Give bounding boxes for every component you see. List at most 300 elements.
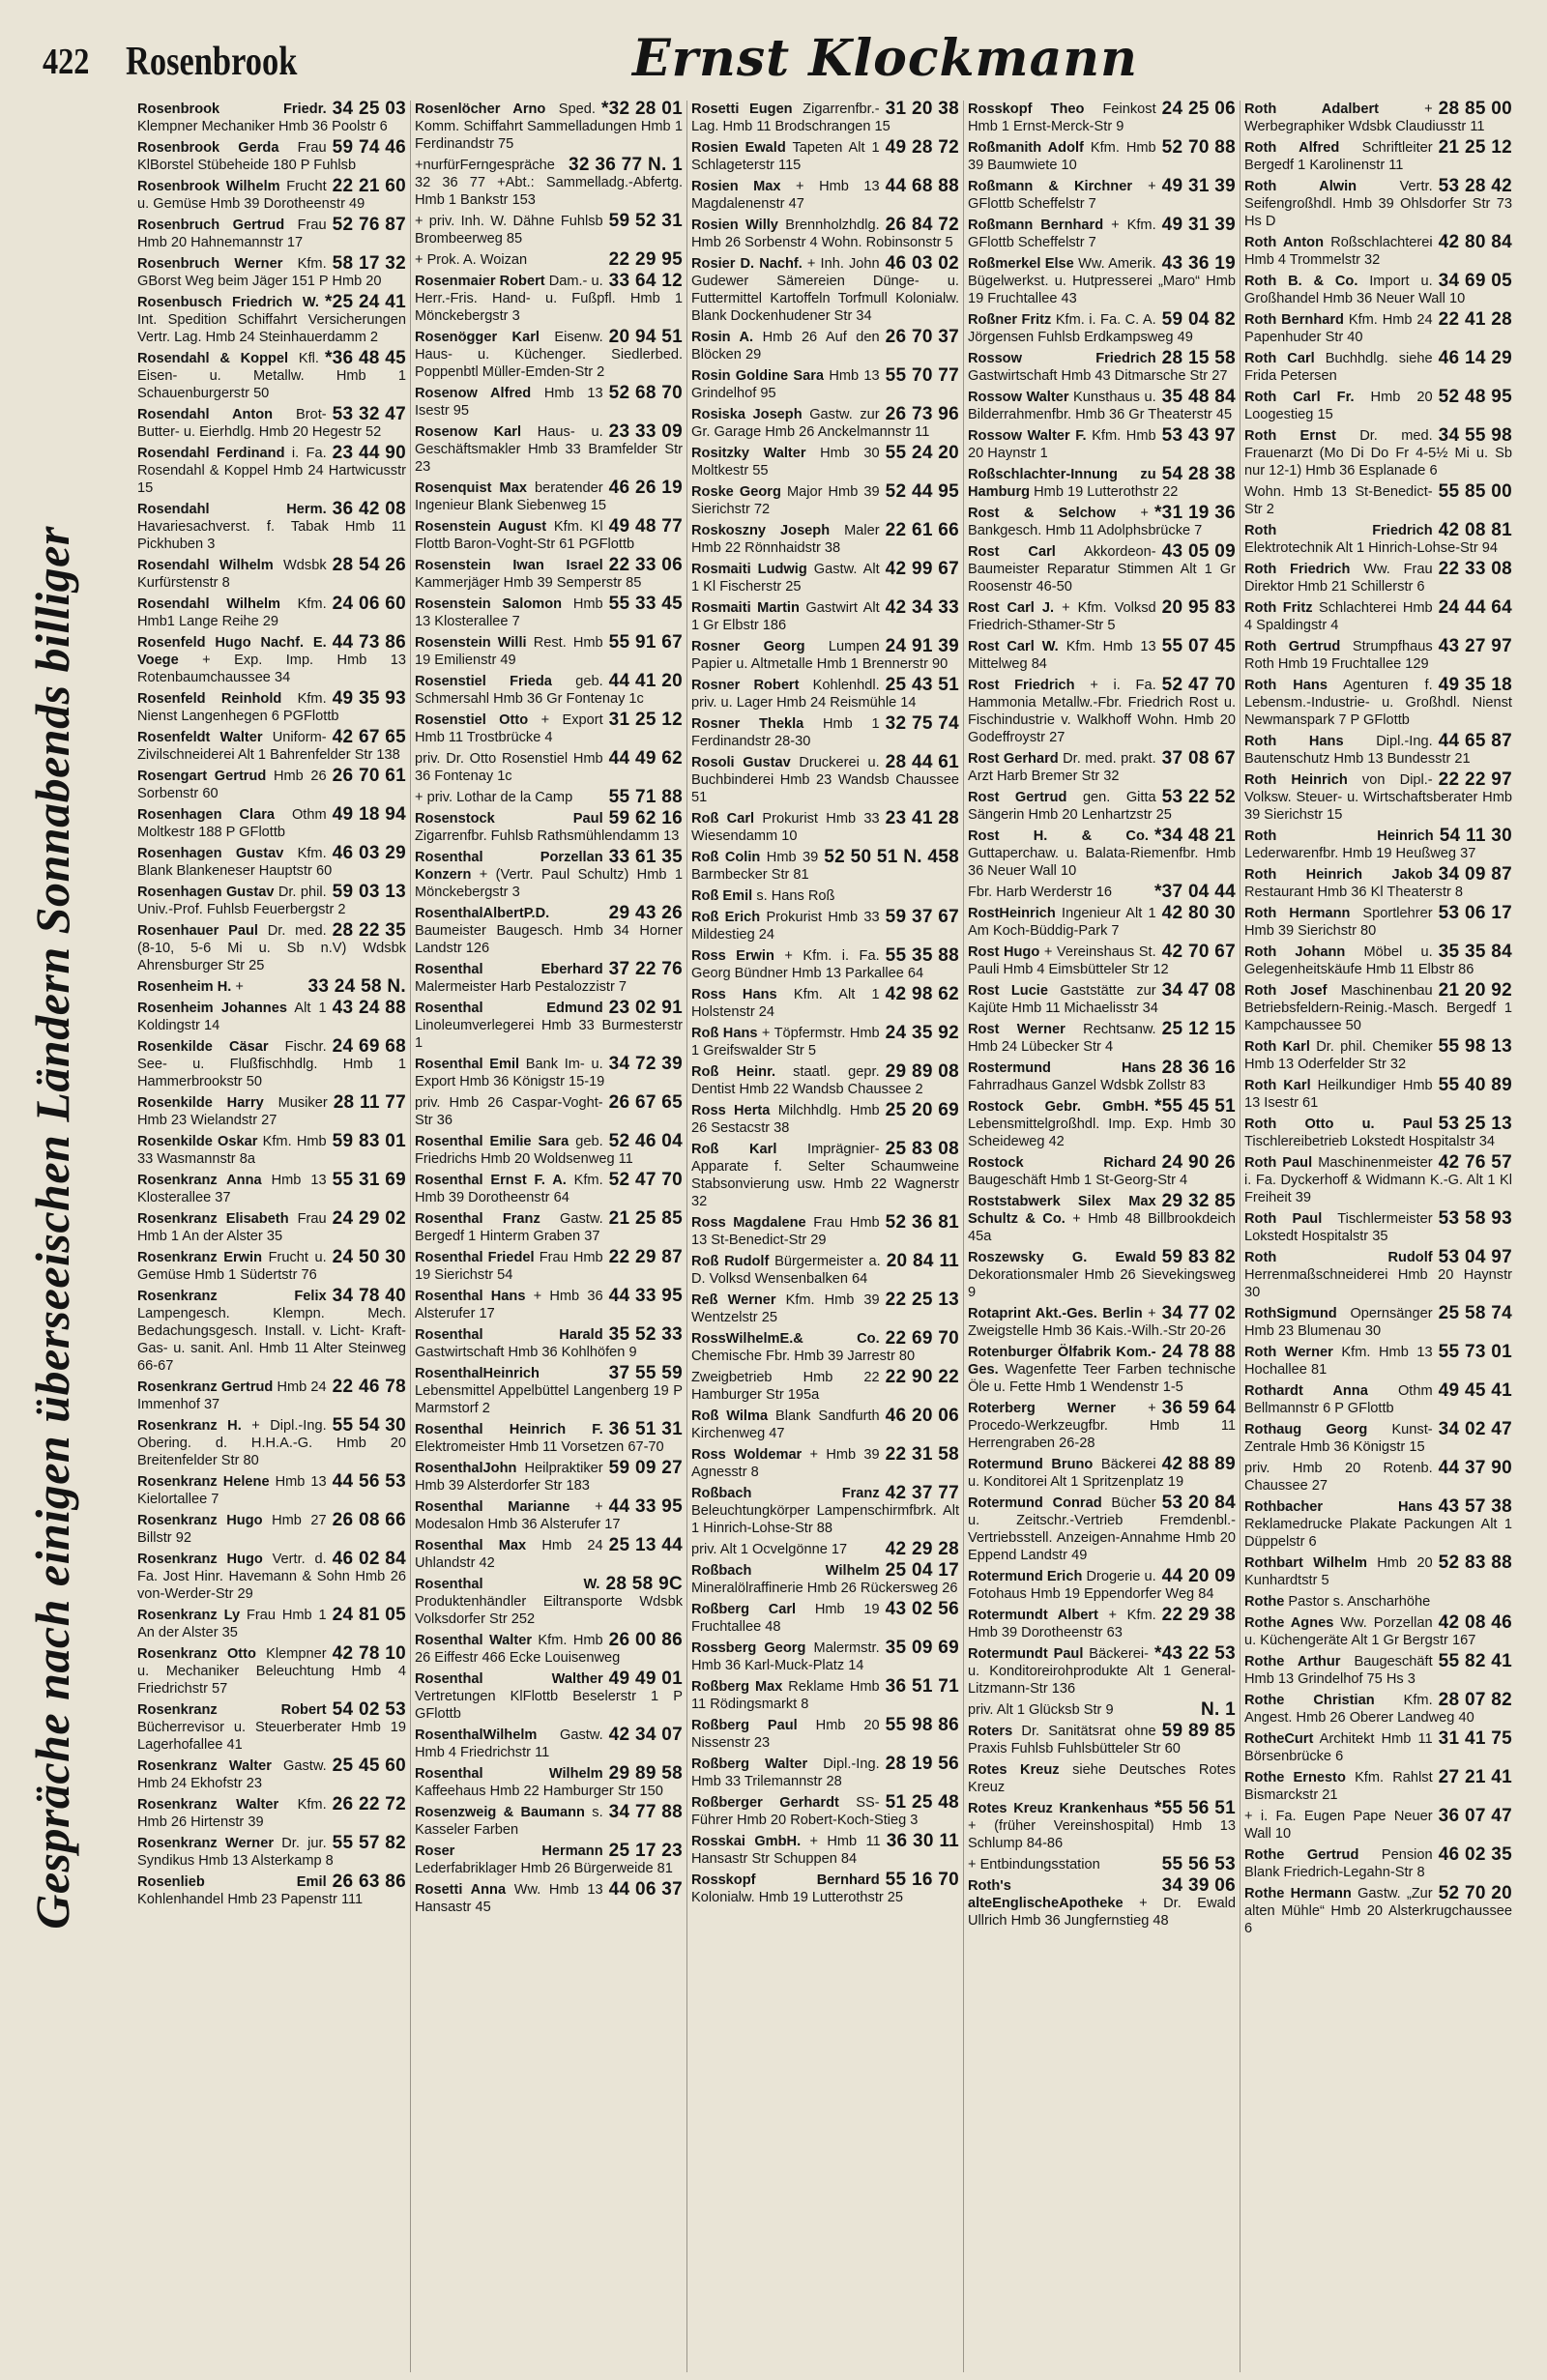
entry-details: Kfm. Hmb 20 Haynstr 1 [968,428,1156,461]
entry-name: Roth Fritz [1244,600,1313,616]
phone-number: 37 22 76 [608,959,683,979]
directory-entry [1244,638,1512,673]
directory-entry [1244,1210,1512,1245]
entry-details: Import u. Großhandel Hmb 36 Neuer Wall 10 [1244,274,1466,306]
entry-name: Ross Magdalene [691,1215,806,1231]
entry-details: SS-Führer Hmb 20 Robert-Koch-Stieg 3 [691,1795,919,1828]
entry-details: Lederfabriklager Hmb 26 Bürgerweide 81 [415,1861,673,1876]
phone-number: 28 07 82 [1438,1690,1512,1710]
entry-details: Restaurant Hmb 36 Kl Theaterstr 8 [1244,885,1464,900]
entry-details: Fahrradhaus Ganzel Wdsbk Zollstr 83 [968,1078,1206,1093]
entry-name: Roß Hans [691,1026,758,1041]
phone-number: 28 36 16 [1161,1058,1236,1078]
entry-name: Roßberg Walter [691,1756,808,1772]
entry-name: Ross Herta [691,1103,771,1118]
entry-name: Rosenkranz Gertrud [137,1379,274,1395]
entry-name: Rosenthal Franz [415,1211,540,1227]
phone-number: 59 89 85 [1161,1721,1236,1741]
phone-number: 22 29 38 [1161,1605,1236,1625]
entry-details: + Dr. Ewald Ullrich Hmb 36 Jungfernstieg 48 [968,1896,1236,1929]
entry-name: Roth Heinrich Jakob [1244,867,1433,883]
phone-number: 49 35 93 [332,688,406,709]
phone-number: 37 55 59 [608,1363,683,1383]
directory-entry [691,1872,959,1906]
directory-entry [137,595,406,630]
entry-name: Rosin Goldine Sara [691,368,825,384]
entry-name: Rosenthal Harald [415,1327,603,1343]
directory-entry [968,1495,1236,1564]
entry-name: Roßbach Franz [691,1486,880,1501]
entry-details: Ww. Porzellan u. Küchengeräte Alt 1 Gr Bergstr 167 [1244,1615,1476,1648]
entry-name: Roth Otto u. Paul [1244,1117,1433,1132]
directory-entry [968,1856,1236,1873]
directory-entry [137,845,406,880]
phone-number: *55 56 51 [1153,1798,1236,1818]
phone-number: 34 02 47 [1438,1419,1512,1439]
entry-details: Gastwirt Alt 1 Gr Elbstr 186 [691,600,880,633]
entry-name: Rostermund Hans [968,1060,1156,1076]
entry-details: Zigarrenfbr.-Lag. Hmb 11 Brodschrangen 15 [691,102,890,134]
entry-name: Rosenhagen Gustav [137,846,284,861]
directory-entry [1244,1846,1512,1881]
directory-entry [968,1877,1236,1930]
directory-entry [137,350,406,402]
entry-name: Rosenthal Max [415,1538,527,1553]
entry-name: Roth Adalbert [1244,102,1379,117]
directory-entry [137,1607,406,1641]
phone-number: 53 32 47 [332,404,406,424]
entry-details: Frau Hmb 1 An der Alster 35 [137,1608,327,1640]
directory-entry [691,255,959,325]
directory-entry [415,905,683,957]
entry-name: Rosenthal Emilie Sara [415,1134,569,1149]
directory-entry [137,690,406,725]
directory-entry [968,1723,1236,1757]
entry-details: Hmb 20 Nissenstr 23 [691,1718,880,1751]
directory-entry [415,673,683,708]
entry-details: Kfm. Hmb 26 Eiffestr 466 Ecke Louisenweg [415,1633,621,1666]
phone-number: 34 25 03 [332,101,406,119]
entry-name: Roststabwerk Silex Max Schultz & Co. [968,1194,1156,1227]
directory-entry [137,1835,406,1870]
entry-name: Rosenthal Emil [415,1057,520,1072]
directory-entry [415,1365,683,1417]
phone-number: 35 48 84 [1161,387,1236,407]
entry-name: Rosenstiel Frieda [415,674,552,689]
phone-number: 54 02 53 [332,1699,406,1720]
entry-name: Rossow Walter F. [968,428,1087,444]
phone-number: 55 56 53 [1161,1854,1236,1874]
entry-name: Rosenhauer Paul [137,923,258,939]
directory-entry [1244,771,1512,824]
directory-entry [415,1000,683,1052]
directory-entry [1244,1593,1512,1611]
directory-entry [137,1210,406,1245]
entry-details: Prokurist Hmb 33 Mildestieg 24 [691,910,880,943]
phone-number: 53 22 52 [1161,787,1236,807]
entry-details: Ingenieur Alt 1 Am Koch-Büddig-Park 7 [968,906,1156,939]
entry-details: + priv. Lothar de la Camp [415,790,573,805]
entry-name: Roßmerkel Else [968,256,1074,272]
phone-number: *55 45 51 [1153,1096,1236,1117]
directory-entry [415,750,683,785]
directory-entry [137,1873,406,1908]
directory-entry [968,1098,1236,1150]
phone-number: 22 22 97 [1438,769,1512,790]
directory-entry [415,1172,683,1206]
entry-name: Roth Werner [1244,1345,1333,1360]
entry-details: Kfm. Hmb 26 Hirtenstr 39 [137,1797,327,1830]
entry-details: + Export Hmb 11 Trostbrücke 4 [415,712,603,745]
phone-number: 46 26 19 [608,478,683,498]
entry-name: Rosendahl Wilhelm [137,558,274,573]
directory-entry [691,638,959,673]
directory-entry [691,1253,959,1288]
phone-number: 59 52 31 [608,211,683,231]
entry-name: Rosendahl & Koppel [137,351,289,366]
entry-details: Tischlermeister Lokstedt Hospitalstr 35 [1244,1211,1433,1244]
entry-name: Reß Werner [691,1292,776,1308]
directory-entry [968,1305,1236,1340]
phone-number: 29 89 58 [608,1763,683,1784]
directory-entry [1244,1421,1512,1456]
directory-entry [137,1288,406,1375]
entry-details: i. Fa. Rosendahl & Koppel Hmb 24 Hartwicusstr 15 [137,446,406,496]
entry-details: Kfm. Alt 1 Holstenstr 24 [691,987,880,1020]
directory-entry [415,961,683,996]
entry-details: Kammerjäger Hmb 39 Semperstr 85 [415,575,642,591]
directory-entry [968,1645,1236,1698]
page-number: 422 [43,42,90,82]
entry-name: Roth Karl [1244,1078,1311,1093]
entry-name: Rosner Thekla [691,716,804,732]
directory-entry [415,1460,683,1495]
entry-details: Gastw. Alt 1 Kl Fischerstr 25 [691,562,880,595]
phone-number: 23 02 91 [608,998,683,1018]
phone-number: 42 88 89 [1161,1454,1236,1474]
phone-number: 55 31 69 [332,1170,406,1190]
entry-name: Rosenthal Walter [415,1633,533,1648]
directory-entry [691,1292,959,1326]
entry-details: + Werbegraphiker Wdsbk Claudiusstr 11 [1244,102,1485,134]
phone-number: 36 59 64 [1161,1398,1236,1418]
entry-name: Rosendahl Ferdinand [137,446,285,461]
entry-details: Chemische Fbr. Hmb 39 Jarrestr 80 [691,1349,916,1364]
phone-number: 55 33 45 [608,594,683,614]
entry-name: Rosenkranz Helene [137,1474,270,1490]
entry-details: Produktenhändler Eiltransporte Wdsbk Volksdorfer Str 252 [415,1594,683,1627]
directory-entry [1244,311,1512,346]
directory-entry [415,1249,683,1284]
entry-details: Vertr. Seifengroßhdl. Hmb 39 Ohlsdorfer Str 73 Hs D [1244,179,1512,229]
phone-number: 28 44 61 [885,752,959,772]
entry-name: Rosenkilde Oskar [137,1134,258,1149]
phone-number: 52 68 70 [608,383,683,403]
directory-entry [968,827,1236,880]
phone-number: 52 70 88 [1161,137,1236,158]
phone-number: 24 44 64 [1438,597,1512,618]
entry-name: Rosskopf Bernhard [691,1872,880,1888]
directory-entry [137,1551,406,1603]
phone-number: 22 90 22 [885,1367,959,1387]
phone-number: 20 95 83 [1161,597,1236,618]
entry-name: Roßberg Max [691,1679,783,1695]
entry-details: Kolonialw. Hmb 19 Lutterothstr 25 [691,1890,904,1905]
directory-entry [1244,1249,1512,1301]
directory-entry [137,1417,406,1469]
entry-details: Frucht u. Gemüse Hmb 39 Dorotheenstr 49 [137,179,365,212]
directory-entry [1244,1692,1512,1727]
entry-details: Sportlehrer Hmb 39 Sierichstr 80 [1244,906,1433,939]
phone-number: 22 31 58 [885,1444,959,1465]
phone-number: 23 44 90 [332,443,406,463]
entry-details: Hmb 39 Barmbecker Str 81 [691,850,819,883]
directory-entry [1244,1344,1512,1379]
entry-details: priv. Alt 1 Ocvelgönne 17 [691,1542,848,1557]
entry-name: Roth B. & Co. [1244,274,1358,289]
phone-number: *31 19 36 [1153,503,1236,523]
directory-entry [1244,1769,1512,1804]
entry-name: Rotermund Bruno [968,1457,1094,1472]
entry-name: Roser Hermann [415,1843,603,1859]
directory-entry [968,1193,1236,1245]
entry-name: Rosenkranz Hugo [137,1552,263,1567]
phone-number: 53 06 17 [1438,903,1512,923]
directory-entry [968,905,1236,940]
entry-details: + Vereinshaus St. Pauli Hmb 4 Eimsbütteler Str 12 [968,944,1169,977]
directory-entry [137,445,406,497]
phone-number: 53 58 93 [1438,1208,1512,1229]
entry-name: Roß Rudolf [691,1254,770,1269]
entry-name: Roskoszny Joseph [691,523,831,538]
entry-details: + Inh. John Gudewer Sämereien Dünge- u. Futtermittel Kartoffeln Torfmull Kolonialw. Blank Dockenhudener Str 34 [691,256,959,324]
entry-details: Baugeschäft Hmb 13 Grindelhof 75 Hs 3 [1244,1654,1433,1687]
entry-name: Rosenhagen Clara [137,807,276,823]
directory-entry [415,1288,683,1322]
phone-number: 52 47 70 [1161,675,1236,695]
directory-columns [133,101,1518,2372]
entry-details: + (Vertr. Paul Schultz) Hmb 1 Mönckebergstr 3 [415,867,683,900]
entry-details: Bücher u. Zeitschr.-Vertrieb Fremdenbl.-Vertriebsstell. Anzeigen-Annahme Hmb 20 Eppend Landstr 49 [968,1495,1236,1563]
directory-entry [691,754,959,806]
phone-number: 43 02 56 [885,1599,959,1619]
phone-number: 22 33 06 [608,555,683,575]
entry-name: Rossow Walter [968,390,1069,405]
directory-entry [1244,178,1512,230]
directory-entry [1244,982,1512,1034]
phone-number: 28 54 26 [332,555,406,575]
directory-entry [1244,427,1512,479]
entry-name: Rosenfeld Reinhold [137,691,282,707]
entry-details: Kfm. Hmb 39 Dorotheenstr 64 [415,1173,603,1205]
phone-number: 55 16 70 [885,1870,959,1890]
entry-name: Roßschlachter-Innung zu Hamburg [968,467,1156,500]
entry-name: Rosenthal Edmund [415,1001,603,1016]
phone-number: 53 25 13 [1438,1114,1512,1134]
directory-entry [137,255,406,290]
phone-number: 42 29 28 [885,1539,959,1559]
entry-name: Rosenstein August [415,519,547,535]
entry-details: Elektrotechnik Alt 1 Hinrich-Lohse-Str 94 [1244,540,1498,556]
entry-name: Rosenögger Karl [415,330,540,345]
directory-entry [691,1833,959,1868]
entry-details: Hmb 27 Billstr 92 [137,1513,327,1546]
phone-number: 44 73 86 [332,632,406,653]
phone-number: 52 47 70 [608,1170,683,1190]
phone-number: 55 24 20 [885,443,959,463]
entry-details: + Dipl.-Ing. Obering. d. H.H.A.-G. Hmb 20 Breitenfelder Str 80 [137,1418,406,1468]
phone-number: 33 64 12 [608,271,683,291]
directory-entry [691,849,959,884]
entry-name: Rosier D. Nachf. [691,256,803,272]
entry-name: Rosenstiel Otto [415,712,529,728]
entry-name: Roth Karl [1244,1039,1310,1055]
entry-details: Dam.- u. Herr.-Fris. Hand- u. Fußpfl. Hmb 1 Mönckebergstr 3 [415,274,683,324]
directory-entry [968,255,1236,307]
phone-number: 46 14 29 [1438,348,1512,368]
entry-details: + Hmb 11 Hansastr Str Schuppen 84 [691,1834,881,1867]
directory-entry [137,806,406,841]
entry-details: geb. Schmersahl Hmb 36 Gr Fontenay 1c [415,674,644,707]
entry-name: Rostock Richard [968,1155,1156,1171]
entry-details: Mineralölraffinerie Hmb 26 Rückersweg 26 [691,1581,958,1596]
entry-details: Gastwirtschaft Hmb 43 Ditmarsche Str 27 [968,368,1228,384]
entry-details: s. Hans Roß [756,888,835,904]
entry-details: Bürgermeister a. D. Volksd Wensenbalken 64 [691,1254,881,1287]
entry-name: Roß Carl [691,811,755,827]
directory-entry [1244,866,1512,901]
directory-entry [415,479,683,514]
phone-number: 21 20 92 [1438,980,1512,1001]
phone-number: 42 80 84 [1438,232,1512,252]
phone-number: 58 17 32 [332,253,406,274]
entry-details: + Entbindungsstation [968,1857,1100,1872]
directory-entry [691,217,959,251]
phone-number: 34 78 40 [332,1286,406,1306]
phone-number: 25 13 44 [608,1535,683,1555]
entry-details: Uniform-Zivilschneiderei Alt 1 Bahrenfelder Str 138 [137,730,400,763]
entry-details: Gaststätte zur Kajüte Hmb 11 Michaelisstr 34 [968,983,1158,1016]
phone-number: 42 37 77 [885,1483,959,1503]
directory-entry [968,599,1236,634]
entry-details: Rest. Hmb 19 Emilienstr 49 [415,635,603,668]
directory-entry [1244,1077,1512,1112]
phone-number: 31 20 38 [885,101,959,119]
phone-number: 29 32 85 [1161,1191,1236,1211]
entry-name: Rothardt Anna [1244,1383,1368,1399]
phone-number: 42 67 65 [332,727,406,747]
phone-number: 42 99 67 [885,559,959,579]
directory-entry [691,677,959,711]
phone-number: 36 07 47 [1438,1806,1512,1826]
entry-name: Rost Gerhard [968,751,1059,767]
entry-details: + (früher Vereinshospital) Hmb 13 Schlump 84-86 [968,1818,1236,1851]
directory-entry [691,1640,959,1674]
entry-name: Rosenbrook Friedr. [137,102,327,117]
entry-name: Rosenkilde Cäsar [137,1039,269,1055]
entry-details: + Kfm. GFlottb Scheffelstr 7 [968,218,1156,250]
phone-number: 42 08 46 [1438,1612,1512,1633]
entry-details: Hmb 20 Loogestieg 15 [1244,390,1433,422]
phone-number: 42 80 30 [1161,903,1236,923]
directory-entry [415,1498,683,1533]
entry-name: Rotenburger Ölfabrik Kom.-Ges. [968,1345,1156,1378]
directory-entry [968,1059,1236,1094]
entry-name: Rosenfeld Hugo Nachf. E. Voege [137,635,327,668]
entry-name: Rosenmaier Robert [415,274,545,289]
phone-number: 28 58 9C [605,1574,683,1594]
entry-name: Rothe Gertrud [1244,1847,1359,1863]
entry-details: Möbel u. Gelegenheitskäufe Hmb 11 Elbstr 86 [1244,944,1474,977]
directory-entry [691,329,959,363]
entry-details: Sped. Komm. Schiffahrt Sammelladungen Hmb 1 Ferdinandstr 75 [415,102,683,152]
directory-entry [1244,1382,1512,1417]
entry-name: Roth Gertrud [1244,639,1341,654]
directory-entry [691,810,959,845]
phone-number: 53 20 84 [1161,1493,1236,1513]
phone-number: 44 65 87 [1438,731,1512,751]
phone-number: 44 68 88 [885,176,959,196]
phone-number: 22 21 60 [332,176,406,196]
phone-number: 24 69 68 [332,1036,406,1057]
entry-details: Kfm. Hmb1 Lange Reihe 29 [137,596,327,629]
entry-name: Rosenkranz Walter [137,1758,272,1774]
phone-number: 33 24 58 N. [307,976,406,997]
entry-name: Rosendahl Herm. [137,502,327,517]
entry-details: Bäckerei- u. Konditoreirohprodukte Alt 1 General-Litzmann-Str 136 [968,1646,1236,1697]
directory-entry [1244,1460,1512,1495]
entry-details: + Procedo-Werkzeugfbr. Hmb 11 Herrengraben 26-28 [968,1401,1236,1451]
entry-details: Gastw. „Zur alten Mühle“ Hmb 20 Alsterkrugchaussee 6 [1244,1886,1512,1936]
entry-name: Rothe Hermann [1244,1886,1352,1901]
entry-details: Kohlenhandel Hmb 23 Papenstr 111 [137,1892,364,1907]
entry-details: Hmb 19 Lutterothstr 22 [1034,484,1179,500]
phone-number: 33 61 35 [608,847,683,867]
entry-details: Hmb 13 Isestr 95 [415,386,603,419]
phone-number: 59 74 46 [332,137,406,158]
entry-name: Roth Bernhard [1244,312,1344,328]
entry-details: s. Kasseler Farben [415,1805,603,1838]
directory-entry [415,1765,683,1800]
entry-details: Eisenw. Haus- u. Küchenger. Siedlerbed. Poppenbtl Müller-Emden-Str 2 [415,330,683,380]
entry-name: Rosenkranz Robert [137,1702,327,1718]
directory-entry [968,543,1236,595]
entry-name: Rosenthal Porzellan Konzern [415,850,603,883]
entry-details: Blank Sandfurth Kirchenweg 47 [691,1408,880,1441]
phone-number: 55 07 45 [1161,636,1236,656]
entry-details: + Bankgesch. Hmb 11 Adolphsbrücke 7 [968,506,1203,538]
phone-number: 42 08 81 [1438,520,1512,540]
entry-name: Rosenstein Salomon [415,596,563,612]
directory-entry [415,1576,683,1628]
entry-name: RostHeinrich [968,906,1056,921]
entry-details: Buchhdlg. siehe Frida Petersen [1244,351,1433,384]
phone-number: 49 49 01 [608,1669,683,1689]
phone-number: 49 31 39 [1161,215,1236,235]
entry-name: Rothbacher Hans [1244,1499,1433,1515]
directory-entry [691,1678,959,1713]
entry-name: Rosenkranz Hugo [137,1513,263,1528]
directory-entry [1244,139,1512,174]
entry-details: Prokurist Hmb 33 Wiesendamm 10 [691,811,880,844]
entry-name: Rotermundt Paul [968,1646,1084,1662]
directory-entry [415,1326,683,1361]
directory-entry [968,789,1236,824]
directory-entry [691,599,959,634]
directory-entry [137,1701,406,1754]
entry-name: Rosendahl Anton [137,407,274,422]
directory-entry [415,1537,683,1572]
